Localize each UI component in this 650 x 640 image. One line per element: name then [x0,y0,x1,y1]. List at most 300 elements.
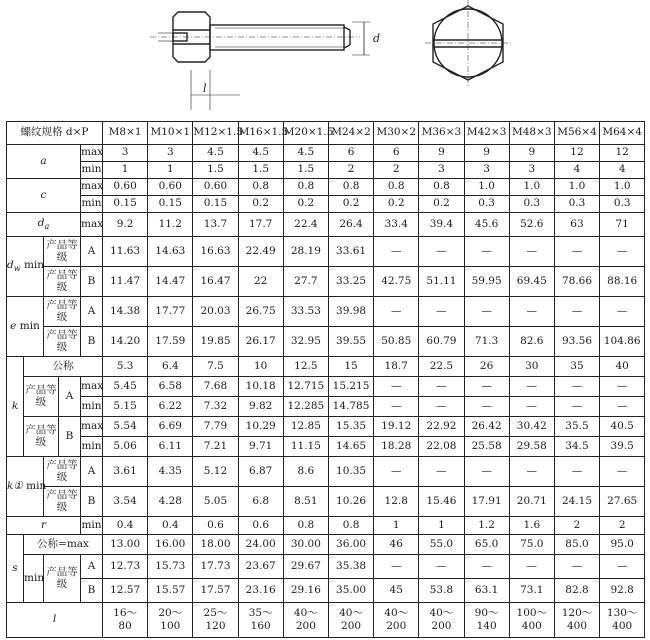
value-cell: 3 [148,145,193,162]
nominal-max-label: 公称=max [24,535,103,555]
value-cell: 4.28 [148,487,193,517]
value-cell: 5.15 [103,397,148,417]
value-cell: 22.92 [419,417,464,437]
value-cell: 6.69 [148,417,193,437]
value-cell: 0.8 [283,517,328,535]
value-cell: 17.77 [148,297,193,327]
value-cell: 5.45 [103,377,148,397]
value-cell: 3.61 [103,457,148,487]
value-cell: 25.58 [464,437,509,457]
size-header: M16×1.5 [238,122,283,145]
value-cell: 0.8 [328,179,373,196]
value-cell: 9.71 [238,437,283,457]
param-label: c [7,179,81,213]
value-cell: 6.58 [148,377,193,397]
value-cell: — [600,377,645,397]
value-cell: 14.63 [148,237,193,267]
value-cell: 20.03 [193,297,238,327]
value-cell: — [554,377,599,397]
value-cell: — [554,397,599,417]
value-cell: 15 [328,357,373,377]
qualifier-label: max [81,179,103,196]
value-cell: 7.21 [193,437,238,457]
qualifier-label: min [81,196,103,213]
value-cell: 12 [600,145,645,162]
size-header: M12×1.5 [193,122,238,145]
value-cell: 12.57 [103,579,148,603]
value-cell: 11.47 [103,267,148,297]
value-cell: 0.2 [374,196,419,213]
value-cell: 16.00 [148,535,193,555]
table-row [7,417,645,437]
value-cell: 0.60 [103,179,148,196]
grade-b: B [81,267,103,297]
value-cell: 60.79 [419,327,464,357]
param-label: a [7,145,81,179]
value-cell: — [554,555,599,579]
value-cell: 29.16 [283,579,328,603]
grade-label: 产品等级 [44,267,81,297]
value-cell: 4.5 [193,145,238,162]
size-header: M8×1 [103,122,148,145]
value-cell: 0.4 [148,517,193,535]
bolt-spec-table [6,121,645,638]
grade-label: 产品等级 [24,417,59,457]
value-cell: 9 [509,145,554,162]
d-dimension-label: d [373,32,381,45]
grade-a: A [59,377,81,417]
value-cell: — [509,237,554,267]
value-cell: 35 [554,357,599,377]
value-cell: 1.2 [464,517,509,535]
value-cell: — [600,237,645,267]
param-label: s [7,535,24,603]
value-cell: 63.1 [464,579,509,603]
value-cell: 6.4 [148,357,193,377]
value-cell: 9.82 [238,397,283,417]
qualifier-label: min [81,162,103,179]
value-cell: — [374,555,419,579]
value-cell: 33.4 [374,213,419,237]
value-cell: 130～ 400 [600,603,645,638]
value-cell: 6 [328,145,373,162]
value-cell: 0.8 [328,517,373,535]
value-cell: 8.51 [283,487,328,517]
value-cell: 1.5 [238,162,283,179]
grade-a: A [81,237,103,267]
table-row [7,517,645,535]
grade-a: A [81,555,103,579]
value-cell: 14.785 [328,397,373,417]
grade-b: B [81,579,103,603]
value-cell: 40～ 200 [283,603,328,638]
nominal-label: 公称 [24,357,103,377]
grade-b: B [81,327,103,357]
value-cell: 5.05 [193,487,238,517]
value-cell: 18.28 [374,437,419,457]
value-cell: 0.6 [238,517,283,535]
value-cell: 7.68 [193,377,238,397]
value-cell: — [600,397,645,417]
size-header: M24×2 [328,122,373,145]
value-cell: — [464,555,509,579]
value-cell: 11.15 [283,437,328,457]
table-row [7,603,645,638]
value-cell: — [374,377,419,397]
value-cell: 10.26 [328,487,373,517]
value-cell: 0.8 [374,179,419,196]
qualifier-label: max [81,417,103,437]
value-cell: 32.95 [283,327,328,357]
value-cell: 0.6 [193,517,238,535]
value-cell: 7.5 [193,357,238,377]
header-row [7,122,645,145]
value-cell: — [509,377,554,397]
bolt-drawing [0,0,650,118]
qualifier-label: min [81,517,103,535]
table-row [7,327,645,357]
table-row [7,397,645,417]
value-cell: 1.0 [464,179,509,196]
size-header: M10×1 [148,122,193,145]
param-label: r [7,517,81,535]
value-cell: 82.6 [509,327,554,357]
param-label: l [7,603,103,638]
table-row [7,297,645,327]
value-cell: — [509,397,554,417]
value-cell: 50.85 [374,327,419,357]
value-cell: 13.7 [193,213,238,237]
value-cell: 1 [148,162,193,179]
value-cell: 17.73 [193,555,238,579]
l-dimension-label: l [203,82,207,95]
value-cell: 23.67 [238,555,283,579]
value-cell: 40～ 200 [328,603,373,638]
value-cell: 92.8 [600,579,645,603]
value-cell: 65.0 [464,535,509,555]
value-cell: 53.8 [419,579,464,603]
table-row [7,267,645,297]
value-cell: 24.00 [238,535,283,555]
value-cell: 6.22 [148,397,193,417]
value-cell: 14.20 [103,327,148,357]
value-cell: 7.79 [193,417,238,437]
grade-label: 产品等级 [24,377,59,417]
value-cell: — [600,297,645,327]
value-cell: 15.215 [328,377,373,397]
table-row [7,377,645,397]
value-cell: 12.715 [283,377,328,397]
value-cell: 93.56 [554,327,599,357]
value-cell: 85.0 [554,535,599,555]
value-cell: 36.00 [328,535,373,555]
value-cell: 33.61 [328,237,373,267]
value-cell: — [600,457,645,487]
value-cell: 4.5 [238,145,283,162]
value-cell: 6.8 [238,487,283,517]
value-cell: 20～ 100 [148,603,193,638]
table-row [7,237,645,267]
value-cell: — [419,555,464,579]
value-cell: 29.67 [283,555,328,579]
value-cell: — [464,297,509,327]
value-cell: 17.59 [148,327,193,357]
value-cell: 15.46 [419,487,464,517]
value-cell: 30.42 [509,417,554,437]
value-cell: 51.11 [419,267,464,297]
value-cell: 9 [464,145,509,162]
value-cell: 6.87 [238,457,283,487]
value-cell: 1.0 [509,179,554,196]
value-cell: 0.3 [554,196,599,213]
value-cell: — [509,297,554,327]
value-cell: 16.47 [193,267,238,297]
value-cell: 59.95 [464,267,509,297]
value-cell: — [419,377,464,397]
value-cell: 10 [238,357,283,377]
table-row [7,357,645,377]
param-label: $d_w$ min [7,237,44,297]
value-cell: 1 [419,517,464,535]
value-cell: 14.65 [328,437,373,457]
grade-a: A [81,457,103,487]
bolt-shank [210,25,344,50]
value-cell: — [554,297,599,327]
value-cell: 28.19 [283,237,328,267]
value-cell: 4 [554,162,599,179]
value-cell: 29.58 [509,437,554,457]
value-cell: 16.63 [193,237,238,267]
value-cell: 14.47 [148,267,193,297]
value-cell: 1 [103,162,148,179]
value-cell: 26.42 [464,417,509,437]
param-label: k① min [7,457,44,517]
value-cell: 26.17 [238,327,283,357]
value-cell: 11.63 [103,237,148,267]
value-cell: 0.2 [419,196,464,213]
size-header: M56×4 [554,122,599,145]
value-cell: 17.91 [464,487,509,517]
value-cell: 0.2 [283,196,328,213]
value-cell: 4.35 [148,457,193,487]
table-row [7,145,645,162]
param-label: e min [7,297,44,357]
value-cell: 22 [238,267,283,297]
value-cell: 5.06 [103,437,148,457]
grade-a: A [81,297,103,327]
value-cell: 0.15 [148,196,193,213]
value-cell: 2 [600,517,645,535]
value-cell: 2 [374,162,419,179]
grade-label: 产品等级 [44,297,81,327]
value-cell: 15.73 [148,555,193,579]
value-cell: 0.8 [419,179,464,196]
value-cell: 46 [374,535,419,555]
value-cell: 15.35 [328,417,373,437]
grade-b: B [59,417,81,457]
value-cell: 0.4 [103,517,148,535]
value-cell: — [419,397,464,417]
value-cell: 120～ 400 [554,603,599,638]
value-cell: 40～ 200 [419,603,464,638]
value-cell: 0.8 [238,179,283,196]
value-cell: 0.15 [193,196,238,213]
value-cell: 71.3 [464,327,509,357]
value-cell: — [464,237,509,267]
value-cell: 22.4 [283,213,328,237]
value-cell: 2 [328,162,373,179]
value-cell: 6.11 [148,437,193,457]
value-cell: — [374,237,419,267]
value-cell: 1 [374,517,419,535]
value-cell: 22.08 [419,437,464,457]
value-cell: 55.0 [419,535,464,555]
value-cell: 0.3 [600,196,645,213]
value-cell: 17.57 [193,579,238,603]
value-cell: 30 [509,357,554,377]
value-cell: 1.0 [600,179,645,196]
header-title: 螺纹规格 d×P [7,122,103,145]
value-cell: 3.54 [103,487,148,517]
value-cell: 0.3 [509,196,554,213]
value-cell: 8.6 [283,457,328,487]
size-header: M36×3 [419,122,464,145]
value-cell: 9 [419,145,464,162]
grade-label: 产品等级 [44,327,81,357]
table-row [7,196,645,213]
size-header: M30×2 [374,122,419,145]
value-cell: — [374,297,419,327]
value-cell: 33.25 [328,267,373,297]
value-cell: 1.6 [509,517,554,535]
value-cell: 1.5 [283,162,328,179]
value-cell: 69.45 [509,267,554,297]
value-cell: 10.35 [328,457,373,487]
value-cell: 104.86 [600,327,645,357]
value-cell: 22.49 [238,237,283,267]
grade-label: 产品等级 [44,487,81,517]
value-cell: 39.55 [328,327,373,357]
size-header: M20×1.5 [283,122,328,145]
value-cell: 27.7 [283,267,328,297]
value-cell: 45.6 [464,213,509,237]
table-row [7,437,645,457]
value-cell: 4.5 [283,145,328,162]
qualifier-label: max [81,145,103,162]
value-cell: 0.60 [193,179,238,196]
value-cell: 88.16 [600,267,645,297]
value-cell: 52.6 [509,213,554,237]
value-cell: — [419,237,464,267]
value-cell: — [419,297,464,327]
value-cell: — [374,457,419,487]
value-cell: 3 [464,162,509,179]
table-row [7,555,645,579]
qualifier-label: min [81,397,103,417]
param-label: k [7,357,24,457]
value-cell: 30.00 [283,535,328,555]
value-cell: 12.285 [283,397,328,417]
value-cell: 10.29 [238,417,283,437]
value-cell: — [419,457,464,487]
qualifier-label: max [81,213,103,237]
table-row [7,179,645,196]
value-cell: 3 [509,162,554,179]
size-header: M42×3 [464,122,509,145]
value-cell: 16～ 80 [103,603,148,638]
value-cell: 45 [374,579,419,603]
value-cell: — [509,457,554,487]
grade-label: 产品等级 [44,237,81,267]
value-cell: 22.5 [419,357,464,377]
value-cell: 27.65 [600,487,645,517]
value-cell: 5.3 [103,357,148,377]
value-cell: 2 [554,517,599,535]
qualifier-label: min [23,258,45,271]
value-cell: 35.38 [328,555,373,579]
table-row [7,162,645,179]
value-cell: — [509,555,554,579]
value-cell: 24.15 [554,487,599,517]
value-cell: 14.38 [103,297,148,327]
qualifier-label: max [81,377,103,397]
qualifier-label: min [24,555,44,603]
value-cell: 12.85 [283,417,328,437]
grade-label: 产品等级 [44,555,81,603]
value-cell: 12 [554,145,599,162]
value-cell: — [374,397,419,417]
value-cell: — [464,377,509,397]
size-header: M48×3 [509,122,554,145]
qualifier-label: min [81,437,103,457]
table-row [7,535,645,555]
value-cell: 71 [600,213,645,237]
value-cell: 3 [419,162,464,179]
value-cell: 35.5 [554,417,599,437]
value-cell: 35～ 160 [238,603,283,638]
value-cell: 5.12 [193,457,238,487]
value-cell: 73.1 [509,579,554,603]
value-cell: 18.00 [193,535,238,555]
value-cell: 6 [374,145,419,162]
value-cell: 3 [103,145,148,162]
value-cell: — [554,237,599,267]
table-row [7,487,645,517]
value-cell: 63 [554,213,599,237]
table-row [7,213,645,237]
value-cell: 1.0 [554,179,599,196]
value-cell: 9.2 [103,213,148,237]
value-cell: 0.2 [328,196,373,213]
value-cell: — [554,457,599,487]
value-cell: — [464,457,509,487]
value-cell: 19.85 [193,327,238,357]
size-header: M64×4 [600,122,645,145]
value-cell: 26.75 [238,297,283,327]
value-cell: 78.66 [554,267,599,297]
value-cell: 12.8 [374,487,419,517]
value-cell: 0.15 [103,196,148,213]
param-label: $d_a$ [7,213,81,237]
value-cell: 5.54 [103,417,148,437]
value-cell: 40.5 [600,417,645,437]
value-cell: 17.7 [238,213,283,237]
value-cell: 13.00 [103,535,148,555]
value-cell: — [600,555,645,579]
value-cell: 40～ 200 [374,603,419,638]
value-cell: 33.53 [283,297,328,327]
value-cell: 95.0 [600,535,645,555]
